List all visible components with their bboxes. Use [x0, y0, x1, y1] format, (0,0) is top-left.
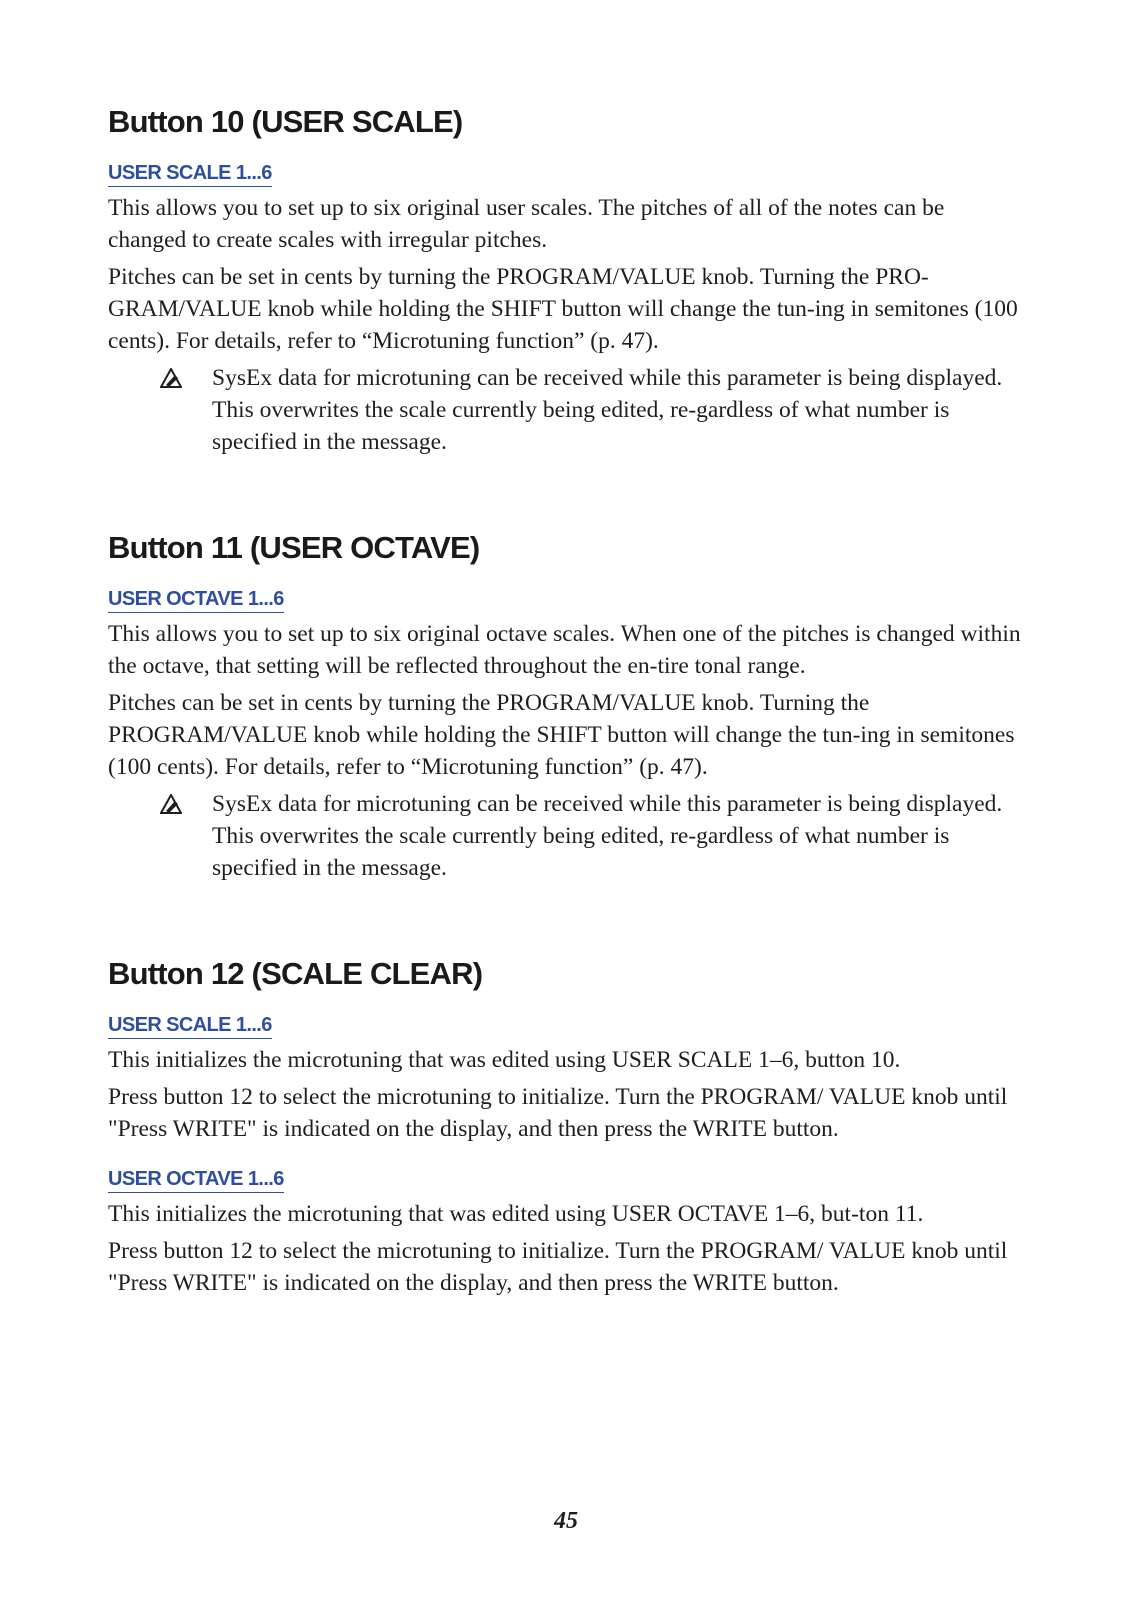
note-text: SysEx data for microtuning can be received while this parameter is being displayed. This overwrites the scale currently being edited, re-gardless of what number is specified in the message. [212, 365, 1003, 455]
param-label-user-octave: USER OCTAVE 1...6 [108, 1168, 284, 1193]
pencil-note-icon [160, 368, 182, 388]
param-label-user-octave: USER OCTAVE 1...6 [108, 588, 284, 613]
paragraph: Press button 12 to select the microtuning to initialize. Turn the PROGRAM/ VALUE knob until "Press WRITE" is indicated on the display, and then press the WRITE button. [108, 1238, 1008, 1296]
param-label-user-scale: USER SCALE 1...6 [108, 1014, 272, 1039]
pencil-note-icon [160, 794, 182, 814]
note-text: SysEx data for microtuning can be received while this parameter is being displayed. This overwrites the scale currently being edited, re-gardless of what number is specified in the message. [212, 791, 1003, 881]
page-number: 45 [554, 1508, 578, 1534]
param-label-user-scale: USER SCALE 1...6 [108, 162, 272, 187]
note-block [108, 788, 1022, 884]
paragraph: This allows you to set up to six original user scales. The pitches of all of the notes can be changed to create scales with irregular pitches. [108, 195, 945, 253]
paragraph: This initializes the microtuning that was edited using USER OCTAVE 1–6, but-ton 11. [108, 1201, 924, 1227]
section-title-button-11: Button 11 (USER OCTAVE) [108, 530, 480, 565]
paragraph: Pitches can be set in cents by turning the PROGRAM/VALUE knob. Turning the PROGRAM/VALUE knob while holding the SHIFT button will change the tun-ing in semitones (100 cents). For details, refer to “Microtuning function” (p. 47). [108, 690, 1015, 780]
paragraph: Pitches can be set in cents by turning the PROGRAM/VALUE knob. Turning the PRO-GRAM/VALUE knob while holding the SHIFT button will change the tun-ing in semitones (100 cents). For details, refer to “Microtuning function” (p. 47). [108, 264, 1018, 354]
paragraph: This initializes the microtuning that was edited using USER SCALE 1–6, button 10. [108, 1047, 901, 1073]
section-title-button-10: Button 10 (USER SCALE) [108, 104, 463, 139]
section-title-button-12: Button 12 (SCALE CLEAR) [108, 956, 483, 991]
paragraph: This allows you to set up to six original octave scales. When one of the pitches is changed within the octave, that setting will be reflected throughout the en-tire tonal range. [108, 621, 1021, 679]
note-block [108, 362, 1022, 458]
paragraph: Press button 12 to select the microtuning to initialize. Turn the PROGRAM/ VALUE knob until "Press WRITE" is indicated on the display, and then press the WRITE button. [108, 1084, 1008, 1142]
